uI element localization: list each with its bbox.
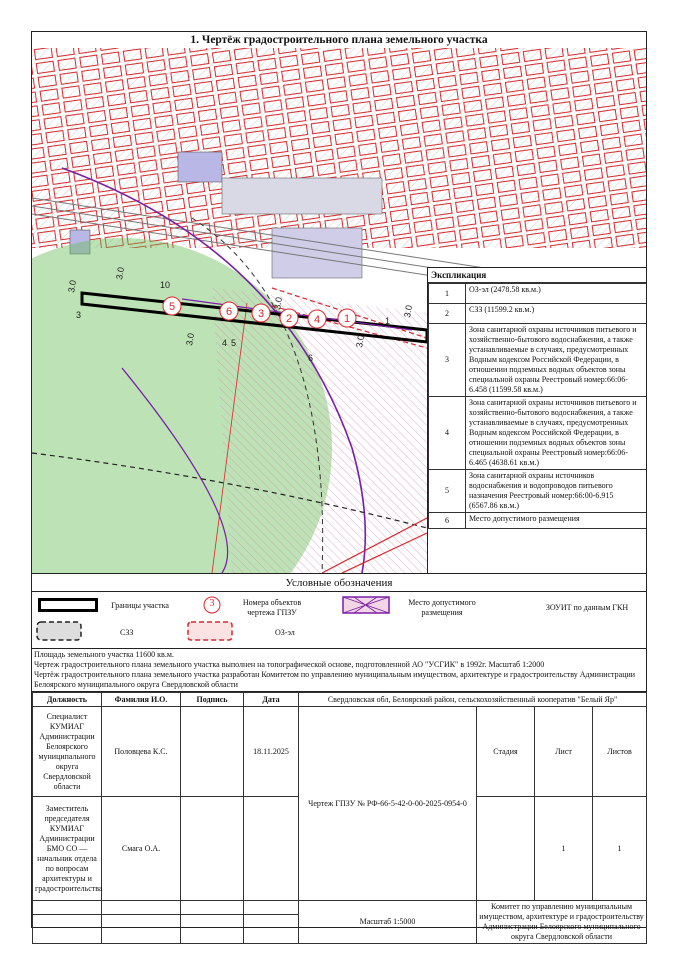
object-marker-1	[338, 309, 356, 327]
address: Свердловская обл, Белоярский район, сельскохозяйственный кооператив "Белый Яр"	[299, 693, 647, 707]
vertex-label: 1	[385, 316, 391, 326]
explication-text: Место допустимого размещения	[466, 513, 647, 529]
oz-symbol	[187, 621, 233, 641]
sheets-label: Листов	[593, 707, 647, 797]
vertex-label: 3	[76, 310, 82, 320]
legend-title: Условные обозначения	[32, 575, 646, 592]
note-area: Площадь земельного участка 11600 кв.м.	[34, 650, 174, 659]
object-marker-4	[308, 310, 326, 328]
explication-num: 6	[429, 513, 466, 529]
svg-text:4: 4	[313, 314, 321, 326]
cadastral-map	[32, 48, 646, 574]
vertex-label: 10	[160, 280, 171, 290]
svg-text:3: 3	[257, 308, 265, 320]
title-block	[32, 692, 646, 941]
header-name: Фамилия И.О.	[102, 693, 181, 707]
placement-symbol	[342, 596, 390, 614]
contour-label: 3.0	[66, 279, 79, 294]
contour-label: 3.0	[184, 332, 197, 347]
explication-num: 3	[429, 324, 466, 397]
explication-num: 4	[429, 397, 466, 470]
explication-text: Зона санитарной охраны источников водоснабжения и водопроводов питьевого назначения Реестровый номер:66:00-6.915 (6567.86 кв.м.)	[466, 470, 647, 513]
szz-symbol	[36, 621, 82, 641]
explication-text: Зона санитарной охраны источников питьевого и хозяйственно-бытового водоснабжения, а также устанавливаемые в случаях, предусмотренных Водным кодексом Российской Федерации, в отношении подземных водных объектов зоны специальной охраны Реестровый номер:66:06-6.458 (11599.58 кв.м.)	[466, 324, 647, 397]
explication-num: 5	[429, 470, 466, 513]
header-signature: Подпись	[181, 693, 244, 707]
explication-heading: Экспликация	[428, 268, 646, 283]
contour-label: 3.0	[114, 266, 127, 281]
scale: Масштаб 1:5000	[299, 901, 477, 944]
svg-text:2: 2	[285, 313, 293, 325]
explication-num: 2	[429, 304, 466, 324]
date-cell	[244, 797, 299, 901]
legend-szz-label: СЗЗ	[120, 628, 134, 637]
svg-text:6: 6	[225, 306, 233, 318]
note-developer: Чертёж градостроительного плана земельного участка разработан Комитетом по управлению муниципальным имуществом, архитектуре и градостроительству Администрации Белоярского муниципального округа Свердловской области	[34, 670, 636, 689]
notes	[32, 648, 646, 692]
explication-text: ОЗ-эл (2478.58 кв.м.)	[466, 284, 647, 304]
stage-value	[477, 797, 535, 901]
signature-cell	[181, 797, 244, 901]
header-date: Дата	[244, 693, 299, 707]
organization: Комитет по управлению муниципальным имуществом, архитектуре и градостроительству Администрации Белоярского муниципального округа Свердловской области	[477, 901, 647, 944]
gpzu-sheet	[31, 31, 647, 941]
sheet-label: Лист	[535, 707, 593, 797]
note-survey: Чертеж градостроительного плана земельного участка выполнен на топографической основе, подготовленной АО "УСГИК" в 1992г. Масштаб 1:2000	[34, 660, 545, 669]
vertex-label: 6	[308, 353, 314, 363]
document-number: Чертеж ГПЗУ № РФ-66-5-42-0-00-2025-0954-0	[299, 707, 477, 901]
vertex-label: 4	[222, 338, 228, 348]
legend-boundary-label: Границы участка	[111, 601, 169, 610]
sheet-value: 1	[535, 797, 593, 901]
legend-oz-label: ОЗ-эл	[275, 628, 295, 637]
stage-label: Стадия	[477, 707, 535, 797]
object-marker-3	[252, 304, 270, 322]
legend-zouit-label: ЗОУИТ по данным ГКН	[545, 603, 629, 612]
svg-text:1: 1	[343, 313, 351, 325]
legend	[32, 573, 646, 649]
page-title: 1. Чертёж градостроительного плана земельного участка	[32, 32, 646, 49]
object-marker-2	[280, 309, 298, 327]
name-cell: Половцева К.С.	[102, 707, 181, 797]
legend-placement-label: Место допустимого размещения	[408, 598, 476, 617]
legend-object-marker: 3	[209, 598, 215, 609]
signature-cell	[181, 707, 244, 797]
contour-label: 3.0	[354, 334, 367, 349]
object-marker-6	[220, 302, 238, 320]
contour-label: 3.0	[272, 296, 285, 311]
legend-object-numbers-label: Номера объектов чертежа ГПЗУ	[242, 598, 302, 617]
object-marker-5	[163, 297, 181, 315]
explication-text: Зона санитарной охраны источников питьевого и хозяйственно-бытового водоснабжения, а также устанавливаемые в случаях, предусмотренных Водным кодексом Российской Федерации, в отношении подземных водных объектов зоны специальной охраны Реестровый номер:66:06-6.465 (4638.61 кв.м.)	[466, 397, 647, 470]
explication-table	[427, 267, 646, 574]
header-position: Должность	[33, 693, 102, 707]
position-cell: Заместитель председателя КУМИАГ Администрации БМО СО — начальник отдела по вопросам архитектуры и градостроительства	[33, 797, 102, 901]
contour-label: 3.0	[402, 304, 415, 319]
sheets-value: 1	[593, 797, 647, 901]
explication-num: 1	[429, 284, 466, 304]
position-cell: Специалист КУМИАГ Администрации Белоярского муниципального округа Свердловской области	[33, 707, 102, 797]
explication-text: СЗЗ (11599.2 кв.м.)	[466, 304, 647, 324]
date-cell: 18.11.2025	[244, 707, 299, 797]
name-cell: Смага О.А.	[102, 797, 181, 901]
boundary-symbol	[38, 598, 98, 612]
svg-text:5: 5	[168, 301, 176, 313]
vertex-label: 5	[231, 338, 237, 348]
